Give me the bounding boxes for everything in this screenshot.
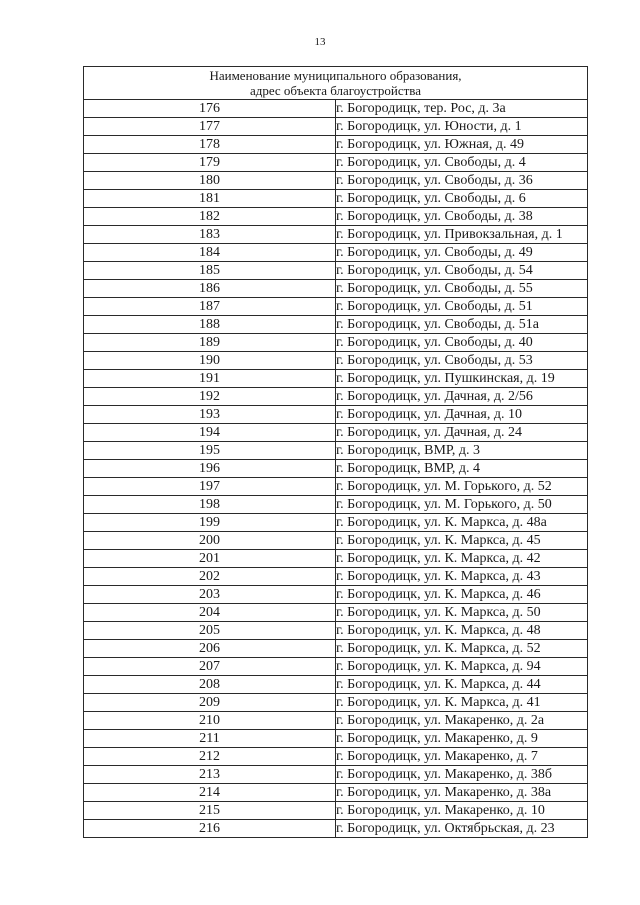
row-address: г. Богородицк, ул. К. Маркса, д. 41 xyxy=(336,694,588,712)
row-number: 215 xyxy=(84,802,336,820)
row-address: г. Богородицк, ул. К. Маркса, д. 43 xyxy=(336,568,588,586)
table-row xyxy=(84,352,588,370)
row-number: 209 xyxy=(84,694,336,712)
row-address: г. Богородицк, ул. Дачная, д. 24 xyxy=(336,424,588,442)
table-row xyxy=(84,208,588,226)
row-number: 190 xyxy=(84,352,336,370)
table-row xyxy=(84,748,588,766)
row-number: 207 xyxy=(84,658,336,676)
row-number: 203 xyxy=(84,586,336,604)
row-number: 196 xyxy=(84,460,336,478)
row-number: 208 xyxy=(84,676,336,694)
table-row xyxy=(84,334,588,352)
table-row xyxy=(84,442,588,460)
row-number: 186 xyxy=(84,280,336,298)
row-number: 198 xyxy=(84,496,336,514)
row-address: г. Богородицк, ул. Свободы, д. 54 xyxy=(336,262,588,280)
row-address: г. Богородицк, ул. Юности, д. 1 xyxy=(336,118,588,136)
row-address: г. Богородицк, ул. Южная, д. 49 xyxy=(336,136,588,154)
row-number: 185 xyxy=(84,262,336,280)
table-row xyxy=(84,622,588,640)
table-row xyxy=(84,604,588,622)
row-number: 192 xyxy=(84,388,336,406)
row-address: г. Богородицк, ул. Привокзальная, д. 1 xyxy=(336,226,588,244)
table-row xyxy=(84,586,588,604)
table-header-row xyxy=(84,67,588,100)
row-address: г. Богородицк, ул. Дачная, д. 10 xyxy=(336,406,588,424)
table-row xyxy=(84,694,588,712)
row-number: 183 xyxy=(84,226,336,244)
table-row xyxy=(84,370,588,388)
row-address: г. Богородицк, ул. Свободы, д. 55 xyxy=(336,280,588,298)
row-number: 199 xyxy=(84,514,336,532)
row-number: 188 xyxy=(84,316,336,334)
table-row xyxy=(84,298,588,316)
row-number: 205 xyxy=(84,622,336,640)
row-number: 179 xyxy=(84,154,336,172)
row-number: 210 xyxy=(84,712,336,730)
row-number: 189 xyxy=(84,334,336,352)
row-address: г. Богородицк, ул. К. Маркса, д. 48а xyxy=(336,514,588,532)
row-address: г. Богородицк, ул. К. Маркса, д. 42 xyxy=(336,550,588,568)
row-address: г. Богородицк, ул. Свободы, д. 40 xyxy=(336,334,588,352)
row-address: г. Богородицк, ВМР, д. 3 xyxy=(336,442,588,460)
row-address: г. Богородицк, ул. Свободы, д. 51а xyxy=(336,316,588,334)
table-row xyxy=(84,784,588,802)
header-line-1: Наименование муниципального образования, xyxy=(209,68,462,83)
row-number: 177 xyxy=(84,118,336,136)
row-address: г. Богородицк, ул. Свободы, д. 36 xyxy=(336,172,588,190)
table-row xyxy=(84,496,588,514)
row-address: г. Богородицк, ул. М. Горького, д. 50 xyxy=(336,496,588,514)
row-number: 191 xyxy=(84,370,336,388)
table-row xyxy=(84,118,588,136)
row-number: 213 xyxy=(84,766,336,784)
table-row xyxy=(84,820,588,838)
row-number: 204 xyxy=(84,604,336,622)
table-row xyxy=(84,766,588,784)
row-number: 200 xyxy=(84,532,336,550)
row-number: 211 xyxy=(84,730,336,748)
row-number: 206 xyxy=(84,640,336,658)
row-number: 197 xyxy=(84,478,336,496)
table-row xyxy=(84,568,588,586)
row-address: г. Богородицк, ул. Свободы, д. 49 xyxy=(336,244,588,262)
table-row xyxy=(84,136,588,154)
row-address: г. Богородицк, ул. Макаренко, д. 9 xyxy=(336,730,588,748)
table-row xyxy=(84,190,588,208)
table-row xyxy=(84,244,588,262)
row-address: г. Богородицк, ул. Октябрьская, д. 23 xyxy=(336,820,588,838)
table-row xyxy=(84,658,588,676)
page-number: 13 xyxy=(314,36,326,48)
table-row xyxy=(84,712,588,730)
row-address: г. Богородицк, ул. Дачная, д. 2/56 xyxy=(336,388,588,406)
row-number: 195 xyxy=(84,442,336,460)
row-address: г. Богородицк, ул. Макаренко, д. 2а xyxy=(336,712,588,730)
row-address: г. Богородицк, ул. К. Маркса, д. 46 xyxy=(336,586,588,604)
row-address: г. Богородицк, ул. Макаренко, д. 38б xyxy=(336,766,588,784)
table-row xyxy=(84,262,588,280)
row-address: г. Богородицк, ул. Макаренко, д. 38а xyxy=(336,784,588,802)
row-address: г. Богородицк, ул. К. Маркса, д. 52 xyxy=(336,640,588,658)
row-number: 184 xyxy=(84,244,336,262)
table-row xyxy=(84,226,588,244)
table-row xyxy=(84,172,588,190)
row-number: 187 xyxy=(84,298,336,316)
table-row xyxy=(84,550,588,568)
table-row xyxy=(84,514,588,532)
row-number: 176 xyxy=(84,100,336,118)
row-number: 193 xyxy=(84,406,336,424)
row-address: г. Богородицк, ул. Свободы, д. 6 xyxy=(336,190,588,208)
table-row xyxy=(84,802,588,820)
row-address: г. Богородицк, ул. Пушкинская, д. 19 xyxy=(336,370,588,388)
table-row xyxy=(84,406,588,424)
row-address: г. Богородицк, ул. М. Горького, д. 52 xyxy=(336,478,588,496)
row-number: 201 xyxy=(84,550,336,568)
address-table xyxy=(83,66,588,838)
row-address: г. Богородицк, ул. Макаренко, д. 10 xyxy=(336,802,588,820)
table-row xyxy=(84,316,588,334)
table-row xyxy=(84,388,588,406)
row-number: 194 xyxy=(84,424,336,442)
table-row xyxy=(84,730,588,748)
row-address: г. Богородицк, ВМР, д. 4 xyxy=(336,460,588,478)
row-address: г. Богородицк, ул. К. Маркса, д. 48 xyxy=(336,622,588,640)
row-address: г. Богородицк, ул. Свободы, д. 38 xyxy=(336,208,588,226)
row-address: г. Богородицк, ул. К. Маркса, д. 45 xyxy=(336,532,588,550)
table-row xyxy=(84,478,588,496)
row-address: г. Богородицк, тер. Рос, д. 3а xyxy=(336,100,588,118)
header-line-2: адрес объекта благоустройства xyxy=(249,83,422,98)
table-row xyxy=(84,100,588,118)
row-address: г. Богородицк, ул. Свободы, д. 4 xyxy=(336,154,588,172)
row-address: г. Богородицк, ул. Макаренко, д. 7 xyxy=(336,748,588,766)
row-number: 182 xyxy=(84,208,336,226)
table-row xyxy=(84,280,588,298)
table-row xyxy=(84,460,588,478)
row-number: 216 xyxy=(84,820,336,838)
row-address: г. Богородицк, ул. Свободы, д. 53 xyxy=(336,352,588,370)
table-header xyxy=(84,67,588,100)
table-row xyxy=(84,640,588,658)
table-row xyxy=(84,154,588,172)
table-row xyxy=(84,532,588,550)
row-number: 180 xyxy=(84,172,336,190)
row-address: г. Богородицк, ул. Свободы, д. 51 xyxy=(336,298,588,316)
row-address: г. Богородицк, ул. К. Маркса, д. 50 xyxy=(336,604,588,622)
table-row xyxy=(84,424,588,442)
row-number: 214 xyxy=(84,784,336,802)
table-row xyxy=(84,676,588,694)
row-address: г. Богородицк, ул. К. Маркса, д. 44 xyxy=(336,676,588,694)
row-number: 202 xyxy=(84,568,336,586)
row-number: 212 xyxy=(84,748,336,766)
row-address: г. Богородицк, ул. К. Маркса, д. 94 xyxy=(336,658,588,676)
row-number: 181 xyxy=(84,190,336,208)
row-number: 178 xyxy=(84,136,336,154)
